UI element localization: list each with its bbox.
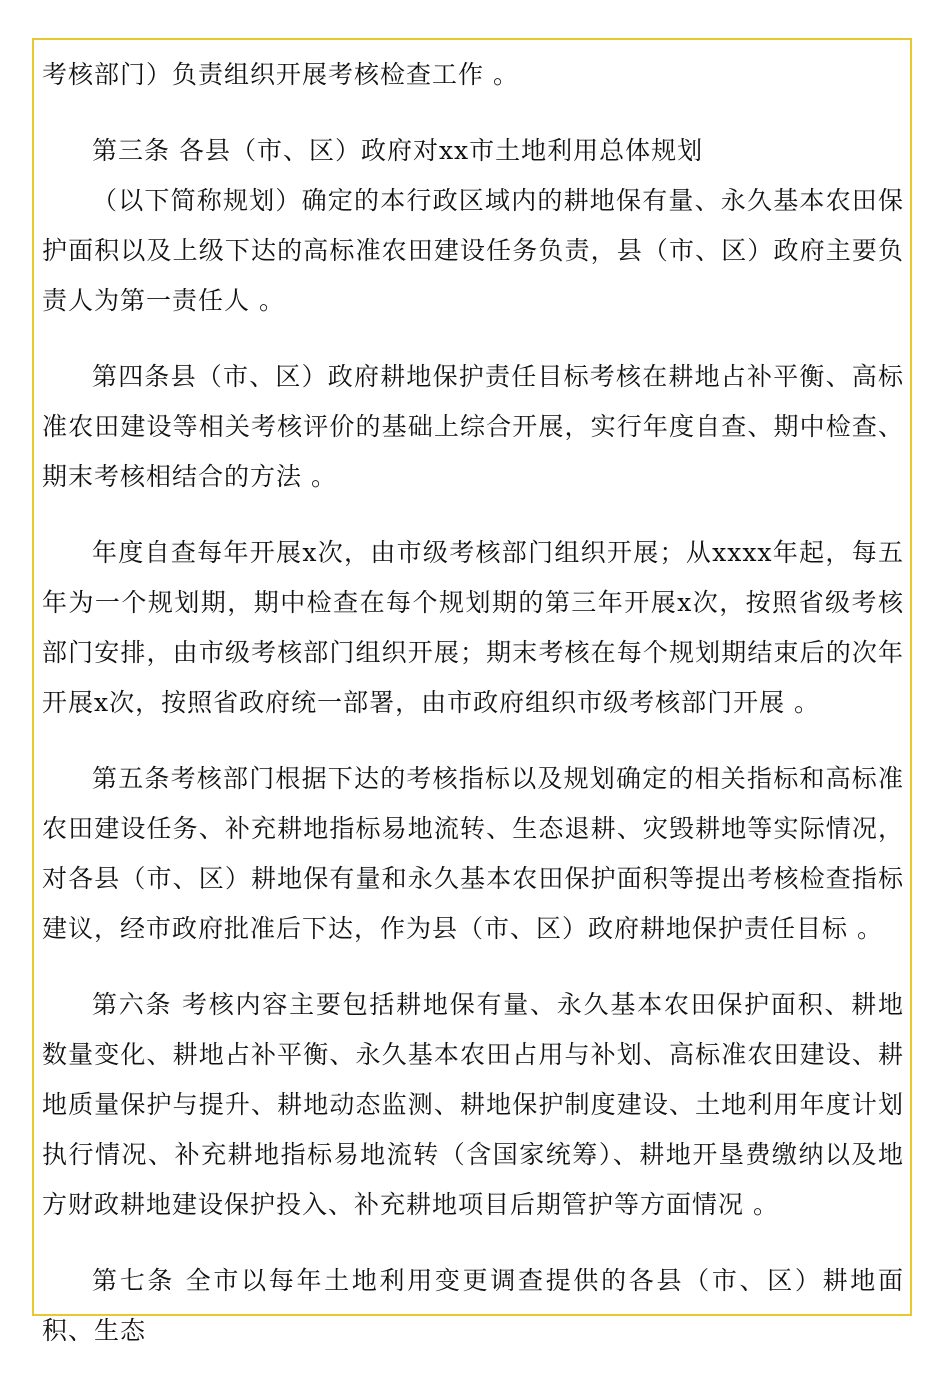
paragraph-article-5: 第五条考核部门根据下达的考核指标以及规划确定的相关指标和高标准农田建设任务、补充耕地指标易地流转、生态退耕、灾毁耕地等实际情况，对各县（市、区）耕地保有量和永久基本农田保护面积等提出考核检查指标建议，经市政府批准后下达，作为县（市、区）政府耕地保护责任目标 。	[42, 764, 904, 943]
paragraph-article-3-heading: 第三条 各县（市、区）政府对xx市土地利用总体规划	[92, 136, 704, 165]
paragraph-article-4: 第四条县（市、区）政府耕地保护责任目标考核在耕地占补平衡、高标准农田建设等相关考核评价的基础上综合开展，实行年度自查、期中检查、期末考核相结合的方法 。	[42, 362, 904, 491]
paragraph-article-3-body: （以下简称规划）确定的本行政区域内的耕地保有量、永久基本农田保护面积以及上级下达的高标准农田建设任务负责，县（市、区）政府主要负责人为第一责任人 。	[42, 186, 904, 315]
paragraph-article-6: 第六条 考核内容主要包括耕地保有量、永久基本农田保护面积、耕地数量变化、耕地占补平衡、永久基本农田占用与补划、高标准农田建设、耕地质量保护与提升、耕地动态监测、耕地保护制度建设、土地利用年度计划执行情况、补充耕地指标易地流转（含国家统筹）、耕地开垦费缴纳以及地方财政耕地建设保护投入、补充耕地项目后期管护等方面情况 。	[42, 990, 904, 1219]
paragraph-annual-self-check: 年度自查每年开展x次，由市级考核部门组织开展；从xxxx年起，每五年为一个规划期，期中检查在每个规划期的第三年开展x次，按照省级考核部门安排，由市级考核部门组织开展；期末考核在每个规划期结束后的次年开展x次，按照省政府统一部署，由市政府组织市级考核部门开展 。	[42, 538, 904, 717]
paragraph-continued: 考核部门）负责组织开展考核检查工作 。	[42, 60, 519, 89]
document-body	[42, 50, 904, 1382]
page-frame	[32, 38, 912, 1345]
paragraph-article-7: 第七条 全市以每年土地利用变更调查提供的各县（市、区）耕地面积、生态	[42, 1266, 904, 1345]
